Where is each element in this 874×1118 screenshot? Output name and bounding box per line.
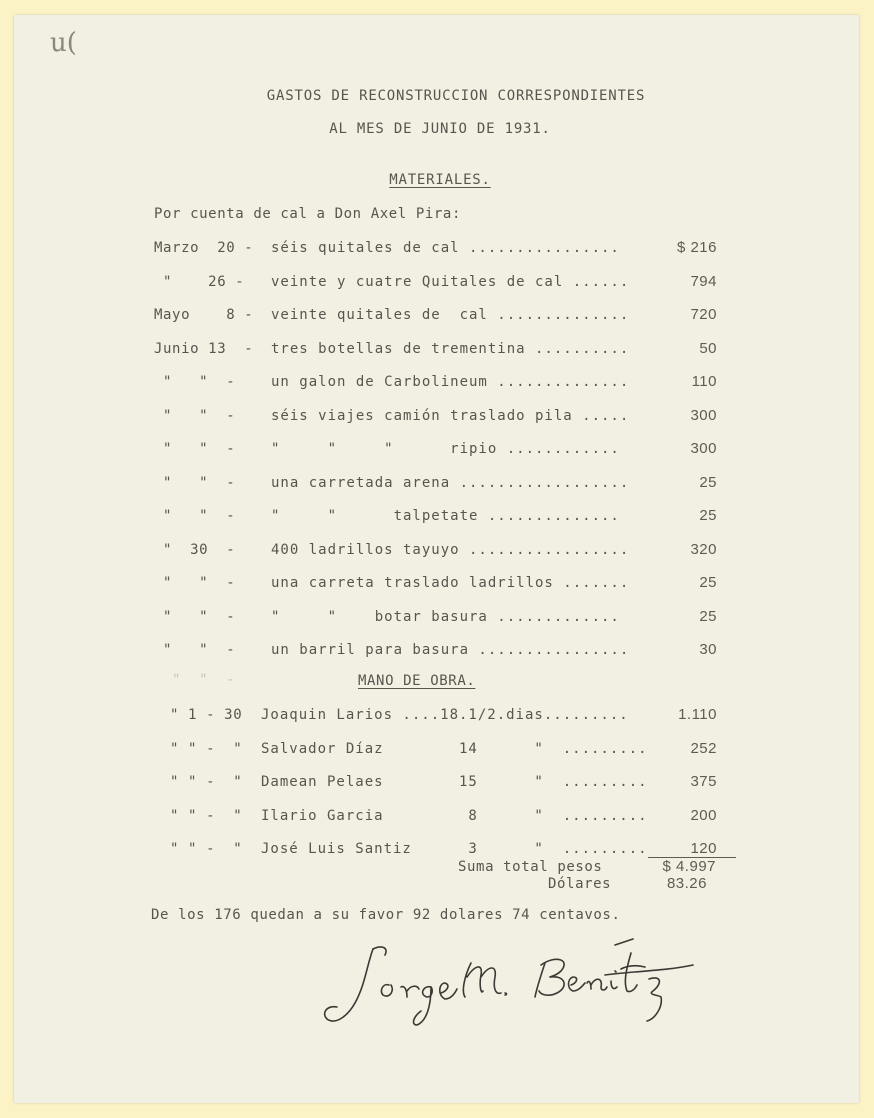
mano-row-amount: 252 xyxy=(690,740,717,757)
materiales-row-desc: una carreta traslado ladrillos ....... xyxy=(271,575,630,591)
corner-mark: u( xyxy=(50,28,77,58)
materiales-row-desc: un galon de Carbolineum .............. xyxy=(271,374,630,390)
mano-row-date: " " - " xyxy=(170,741,243,757)
materiales-row-amount: 25 xyxy=(699,474,717,491)
mano-row-amount: 120 xyxy=(690,840,717,857)
title-line-1: GASTOS DE RECONSTRUCCION CORRESPONDIENTES xyxy=(266,88,646,104)
materiales-row-date: " " - xyxy=(154,374,236,390)
materiales-row-desc: 400 ladrillos tayuyo ................. xyxy=(271,542,630,558)
materiales-row-amount: 300 xyxy=(690,407,717,424)
materiales-row-date: " " - xyxy=(154,508,236,524)
materiales-row-amount: 25 xyxy=(699,507,717,524)
materiales-row-desc: veinte quitales de cal .............. xyxy=(271,307,630,323)
materiales-row-desc: " " " ripio ............ xyxy=(271,441,620,457)
dolares-value: 83.26 xyxy=(666,875,707,892)
materiales-row-amount: 300 xyxy=(690,440,717,457)
materiales-row-date: " " - xyxy=(154,575,236,591)
materiales-row-amount: 25 xyxy=(699,608,717,625)
mano-row-name: Damean Pelaes 15 " ......... xyxy=(261,774,648,790)
mano-row-date: " 1 - 30 xyxy=(170,707,243,723)
mano-row-amount: 200 xyxy=(690,807,717,824)
materiales-row-amount: 794 xyxy=(690,273,717,290)
mano-row-name: José Luis Santiz 3 " ......... xyxy=(261,841,648,857)
materiales-row-date: " " - xyxy=(154,475,236,491)
mano-row-date: " " - " xyxy=(170,808,243,824)
dolares-label: Dólares xyxy=(548,876,612,892)
materiales-row-date: " 26 - xyxy=(154,274,245,290)
materiales-row-amount: 25 xyxy=(699,574,717,591)
mano-row-date: " " - " xyxy=(170,774,243,790)
materiales-heading: MATERIALES. xyxy=(389,172,491,188)
materiales-row-desc: un barril para basura ................ xyxy=(271,642,630,658)
mano-heading: MANO DE OBRA. xyxy=(358,673,476,689)
materiales-row-amount: 50 xyxy=(699,340,717,357)
materiales-row-desc: tres botellas de trementina .......... xyxy=(271,341,630,357)
materiales-row-amount: 720 xyxy=(690,306,717,323)
ghost-marks: " " - xyxy=(172,672,236,688)
materiales-row-date: " " - xyxy=(154,642,236,658)
mano-row-amount: 1.110 xyxy=(678,706,717,723)
materiales-row-date: " " - xyxy=(154,609,236,625)
materiales-row-date: " " - xyxy=(154,441,236,457)
intro-line: Por cuenta de cal a Don Axel Pira: xyxy=(154,206,461,222)
materiales-row-date: Marzo 20 - xyxy=(154,240,254,256)
total-pesos-value: $ 4.997 xyxy=(662,858,716,875)
materiales-row-desc: séis quitales de cal ................ xyxy=(271,240,620,256)
total-pesos-label: Suma total pesos xyxy=(458,859,603,875)
materiales-row-amount: 320 xyxy=(690,541,717,558)
mano-row-amount: 375 xyxy=(690,773,717,790)
materiales-row-date: Mayo 8 - xyxy=(154,307,254,323)
materiales-row-desc: una carretada arena .................. xyxy=(271,475,630,491)
materiales-row-desc: " " botar basura ............. xyxy=(271,609,620,625)
signature-image xyxy=(315,935,695,1035)
title-line-2: AL MES DE JUNIO DE 1931. xyxy=(329,121,551,137)
mano-row-name: Joaquin Larios ....18.1/2.dias......... xyxy=(261,707,629,723)
materiales-row-date: " " - xyxy=(154,408,236,424)
materiales-row-amount: 30 xyxy=(699,641,717,658)
materiales-row-date: " 30 - xyxy=(154,542,236,558)
mano-row-name: Salvador Díaz 14 " ......... xyxy=(261,741,648,757)
materiales-row-date: Junio 13 - xyxy=(154,341,254,357)
mano-row-date: " " - " xyxy=(170,841,243,857)
materiales-row-desc: veinte y cuatre Quitales de cal ...... xyxy=(271,274,630,290)
mano-row-name: Ilario Garcia 8 " ......... xyxy=(261,808,648,824)
materiales-row-desc: " " talpetate .............. xyxy=(271,508,620,524)
materiales-row-amount: 110 xyxy=(691,373,717,390)
materiales-row-desc: séis viajes camión traslado pila ..... xyxy=(271,408,630,424)
materiales-row-amount: $ 216 xyxy=(676,239,717,256)
closing-line: De los 176 quedan a su favor 92 dolares 74 centavos. xyxy=(151,907,621,923)
